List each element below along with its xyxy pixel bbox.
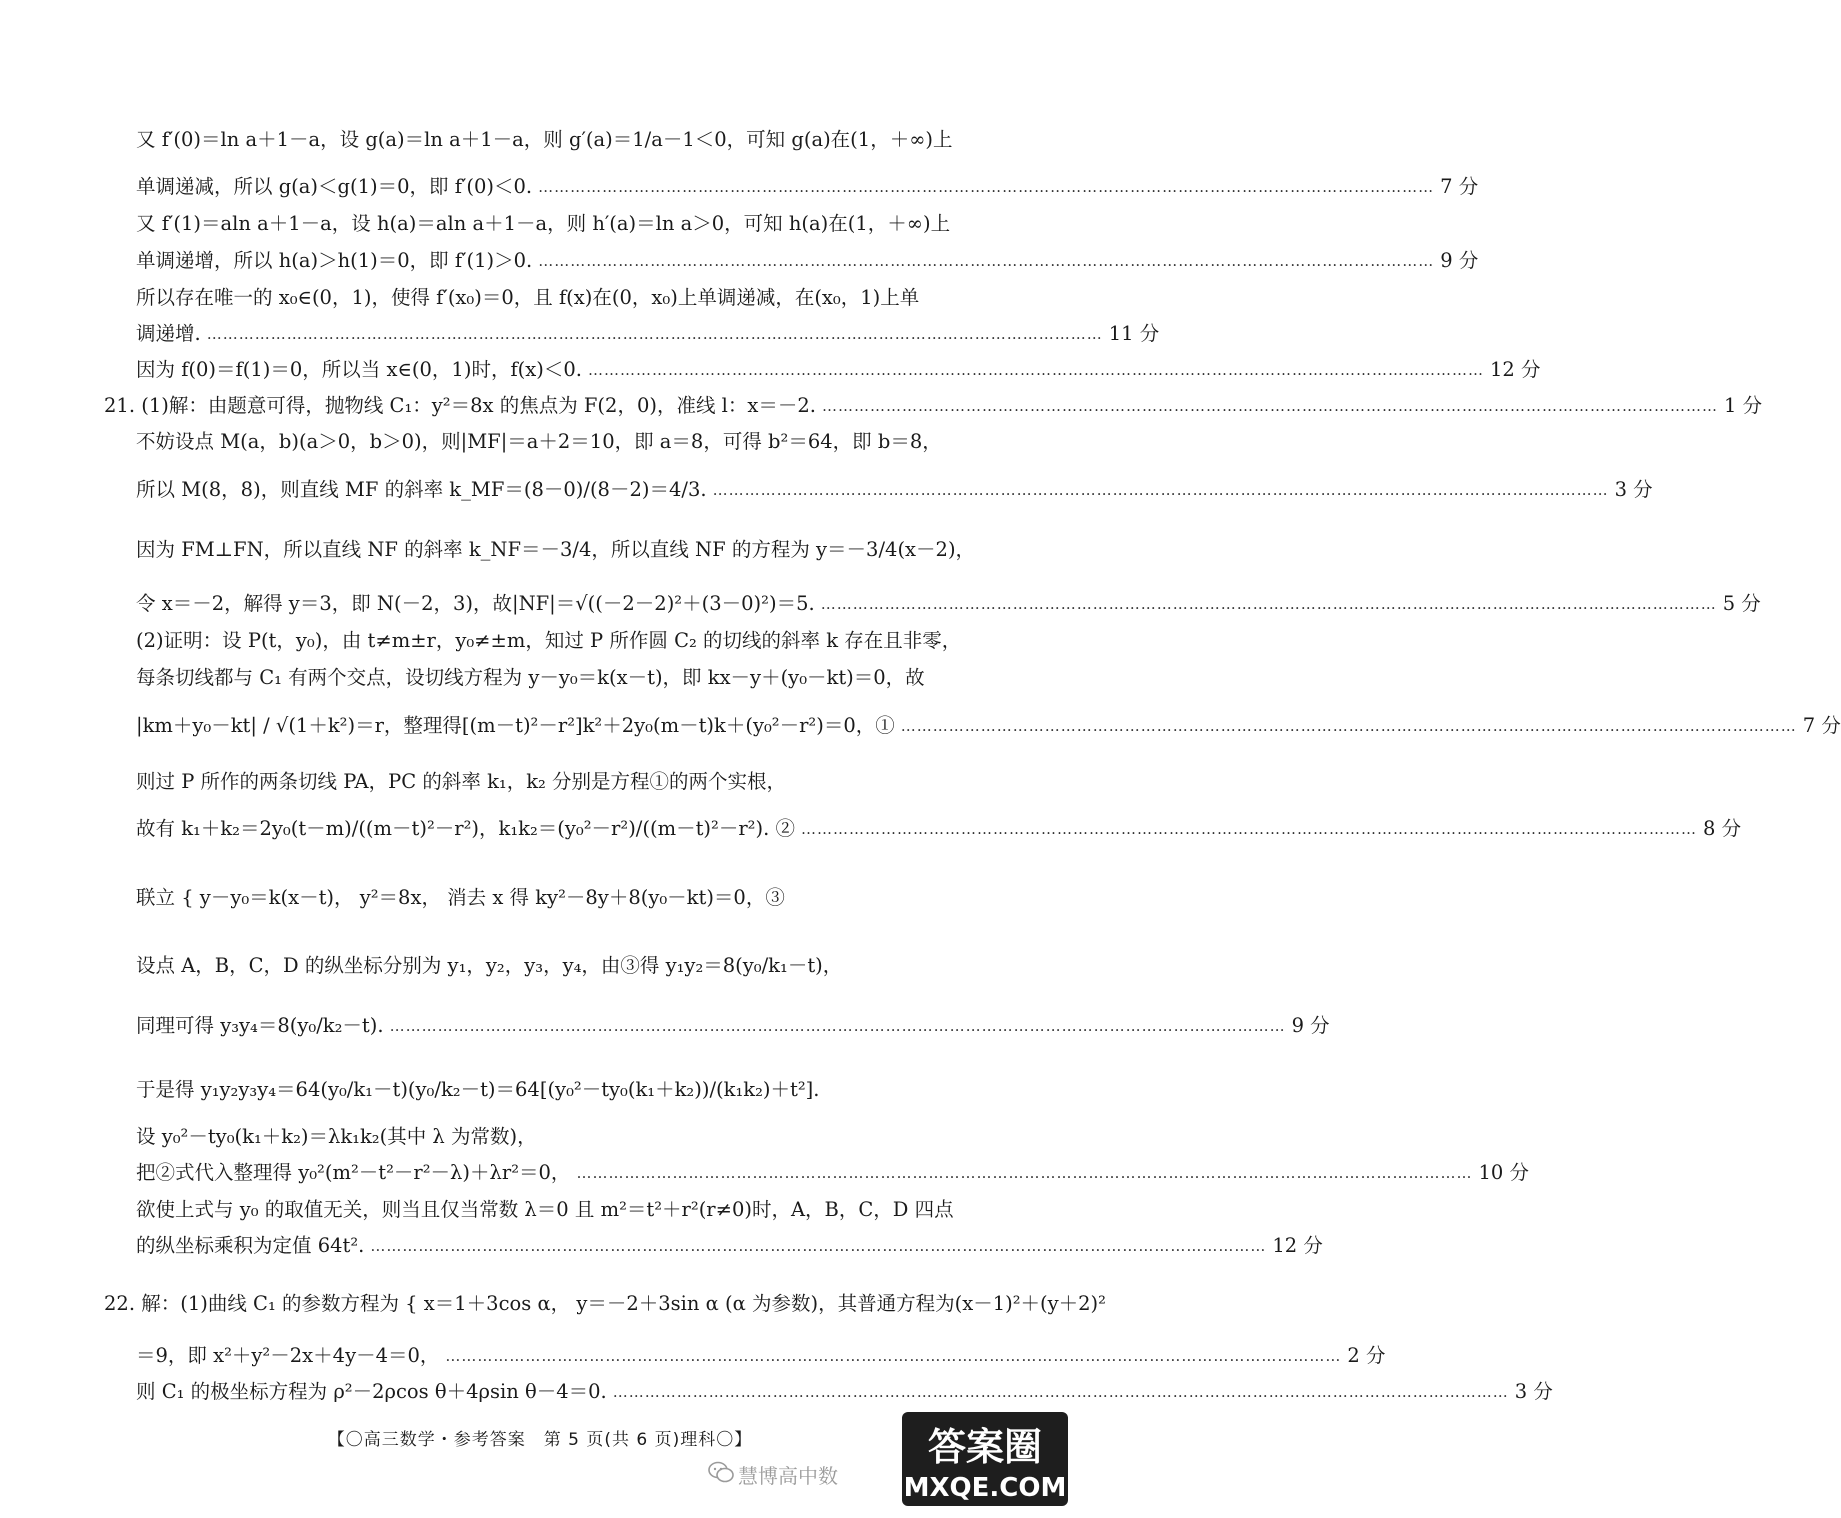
text-line: 联立 { y－y₀＝k(x－t)， y²＝8x， 消去 x 得 ky²－8y＋8(y₀－kt)＝0，③ bbox=[136, 886, 785, 909]
score-label: 2 分 bbox=[1347, 1344, 1386, 1367]
text-line: 令 x＝－2，解得 y＝3，即 N(－2，3)，故|NF|＝√((－2－2)²＋(3－0)²)＝5. …………………………………………………………………………………………………………………………………………………… 5 分 bbox=[136, 590, 978, 618]
score-label: 7 分 bbox=[1802, 714, 1841, 737]
score-label: 5 分 bbox=[1722, 592, 1761, 615]
score-label: 1 分 bbox=[1724, 394, 1763, 417]
score-label: 9 分 bbox=[1291, 1014, 1330, 1037]
text-line: |km＋y₀－kt| / √(1＋k²)＝r，整理得[(m－t)²－r²]k²＋2y₀(m－t)k＋(y₀²－r²)＝0，① …………………………………………………………………………………………………………………………………………………… 7 分 bbox=[136, 712, 978, 740]
text-line: 把②式代入整理得 y₀²(m²－t²－r²－λ)＋λr²＝0， …………………………………………………………………………………………………………………………………………………… 10 分 bbox=[136, 1159, 978, 1187]
text-line: 于是得 y₁y₂y₃y₄＝64(y₀/k₁－t)(y₀/k₂－t)＝64[(y₀²－ty₀(k₁＋k₂))/(k₁k₂)＋t²]. bbox=[136, 1078, 820, 1101]
text-line: 欲使上式与 y₀ 的取值无关，则当且仅当常数 λ＝0 且 m²＝t²＋r²(r≠0)时，A，B，C，D 四点 bbox=[136, 1198, 954, 1221]
score-label: 7 分 bbox=[1440, 175, 1479, 198]
text-line: (2)证明：设 P(t，y₀)，由 t≠m±r，y₀≠±m，知过 P 所作圆 C₂ 的切线的斜率 k 存在且非零， bbox=[136, 629, 962, 652]
text-line: 所以 M(8，8)，则直线 MF 的斜率 k_MF＝(8－0)/(8－2)＝4/3. …………………………………………………………………………………………………………………………………………………… 3 分 bbox=[136, 476, 978, 504]
score-label: 11 分 bbox=[1108, 322, 1160, 345]
score-label: 9 分 bbox=[1440, 249, 1479, 272]
text-line: 因为 FM⊥FN，所以直线 NF 的斜率 k_NF＝－3/4，所以直线 NF 的方程为 y＝－3/4(x－2)， bbox=[136, 538, 976, 561]
score-label: 10 分 bbox=[1478, 1161, 1529, 1184]
text-line: 每条切线都与 C₁ 有两个交点，设切线方程为 y－y₀＝k(x－t)，即 kx－y＋(y₀－kt)＝0，故 bbox=[136, 666, 925, 689]
text-line: 调递增. …………………………………………………………………………………………………………………………………………………… 11 分 bbox=[136, 320, 978, 348]
text-line: 又 f′(0)＝ln a＋1－a，设 g(a)＝ln a＋1－a，则 g′(a)＝1/a－1＜0，可知 g(a)在(1，＋∞)上 bbox=[136, 128, 953, 151]
text-line: ＝9，即 x²＋y²－2x＋4y－4＝0， …………………………………………………………………………………………………………………………………………………… 2 分 bbox=[136, 1342, 978, 1370]
wechat-icon bbox=[708, 1460, 734, 1484]
score-label: 3 分 bbox=[1514, 1380, 1553, 1403]
stamp-url: MXQE.COM bbox=[903, 1473, 1067, 1503]
score-label: 3 分 bbox=[1614, 478, 1653, 501]
text-line: 同理可得 y₃y₄＝8(y₀/k₂－t). …………………………………………………………………………………………………………………………………………………… 9 分 bbox=[136, 1012, 978, 1040]
score-label: 12 分 bbox=[1272, 1234, 1323, 1257]
text-line: 不妨设点 M(a，b)(a＞0，b＞0)，则|MF|＝a＋2＝10，即 a＝8，可得 b²＝64，即 b＝8， bbox=[136, 430, 942, 453]
stamp-text: 答案圈 bbox=[927, 1425, 1043, 1469]
text-line: 单调递减，所以 g(a)＜g(1)＝0，即 f′(0)＜0. …………………………………………………………………………………………………………………………………………………… 7 分 bbox=[136, 173, 978, 201]
score-label: 12 分 bbox=[1489, 358, 1541, 381]
watermark-account: 慧博高中数 bbox=[738, 1464, 838, 1488]
text-line: 的纵坐标乘积为定值 64t². …………………………………………………………………………………………………………………………………………………… 12 分 bbox=[136, 1232, 978, 1260]
text-line: 所以存在唯一的 x₀∈(0，1)，使得 f′(x₀)＝0，且 f(x)在(0，x₀)上单调递减，在(x₀，1)上单 bbox=[136, 286, 920, 309]
text-line: 故有 k₁＋k₂＝2y₀(t－m)/((m－t)²－r²)，k₁k₂＝(y₀²－r²)/((m－t)²－r²). ② …………………………………………………………………………………………………………………………………………………… 8 分 bbox=[136, 815, 978, 843]
text-line: 则过 P 所作的两条切线 PA，PC 的斜率 k₁，k₂ 分别是方程①的两个实根， bbox=[136, 770, 787, 793]
score-label: 8 分 bbox=[1702, 817, 1742, 840]
text-line: 单调递增，所以 h(a)＞h(1)＝0，即 f′(1)＞0. …………………………………………………………………………………………………………………………………………………… 9 分 bbox=[136, 247, 978, 275]
page-footer: 【〇高三数学・参考答案 第 5 页(共 6 页)理科〇】 bbox=[327, 1430, 753, 1450]
text-line: 设点 A，B，C，D 的纵坐标分别为 y₁，y₂，y₃，y₄，由③得 y₁y₂＝8(y₀/k₁－t)， bbox=[136, 954, 843, 977]
answer-stamp-logo bbox=[900, 1410, 1070, 1508]
text-line: 又 f′(1)＝aln a＋1－a，设 h(a)＝aln a＋1－a，则 h′(a)＝ln a＞0，可知 h(a)在(1，＋∞)上 bbox=[136, 212, 951, 235]
text-line: 因为 f(0)＝f(1)＝0，所以当 x∈(0，1)时，f(x)＜0. …………………………………………………………………………………………………………………………………………………… 12 分 bbox=[136, 356, 978, 384]
problem-21-heading: 21. (1)解：由题意可得，抛物线 C₁：y²＝8x 的焦点为 F(2，0)，准线 l：x＝－2. …………………………………………………………………………………………………………………………………………………… 1 分 bbox=[104, 392, 978, 420]
text-line: 设 y₀²－ty₀(k₁＋k₂)＝λk₁k₂(其中 λ 为常数)， bbox=[136, 1125, 537, 1148]
problem-22-heading: 22. 解：(1)曲线 C₁ 的参数方程为 { x＝1＋3cos α， y＝－2＋3sin α (α 为参数)，其普通方程为(x－1)²＋(y＋2)² bbox=[104, 1292, 1106, 1315]
text-line: 则 C₁ 的极坐标方程为 ρ²－2ρcos θ＋4ρsin θ－4＝0. …………………………………………………………………………………………………………………………………………………… 3 分 bbox=[136, 1378, 978, 1406]
